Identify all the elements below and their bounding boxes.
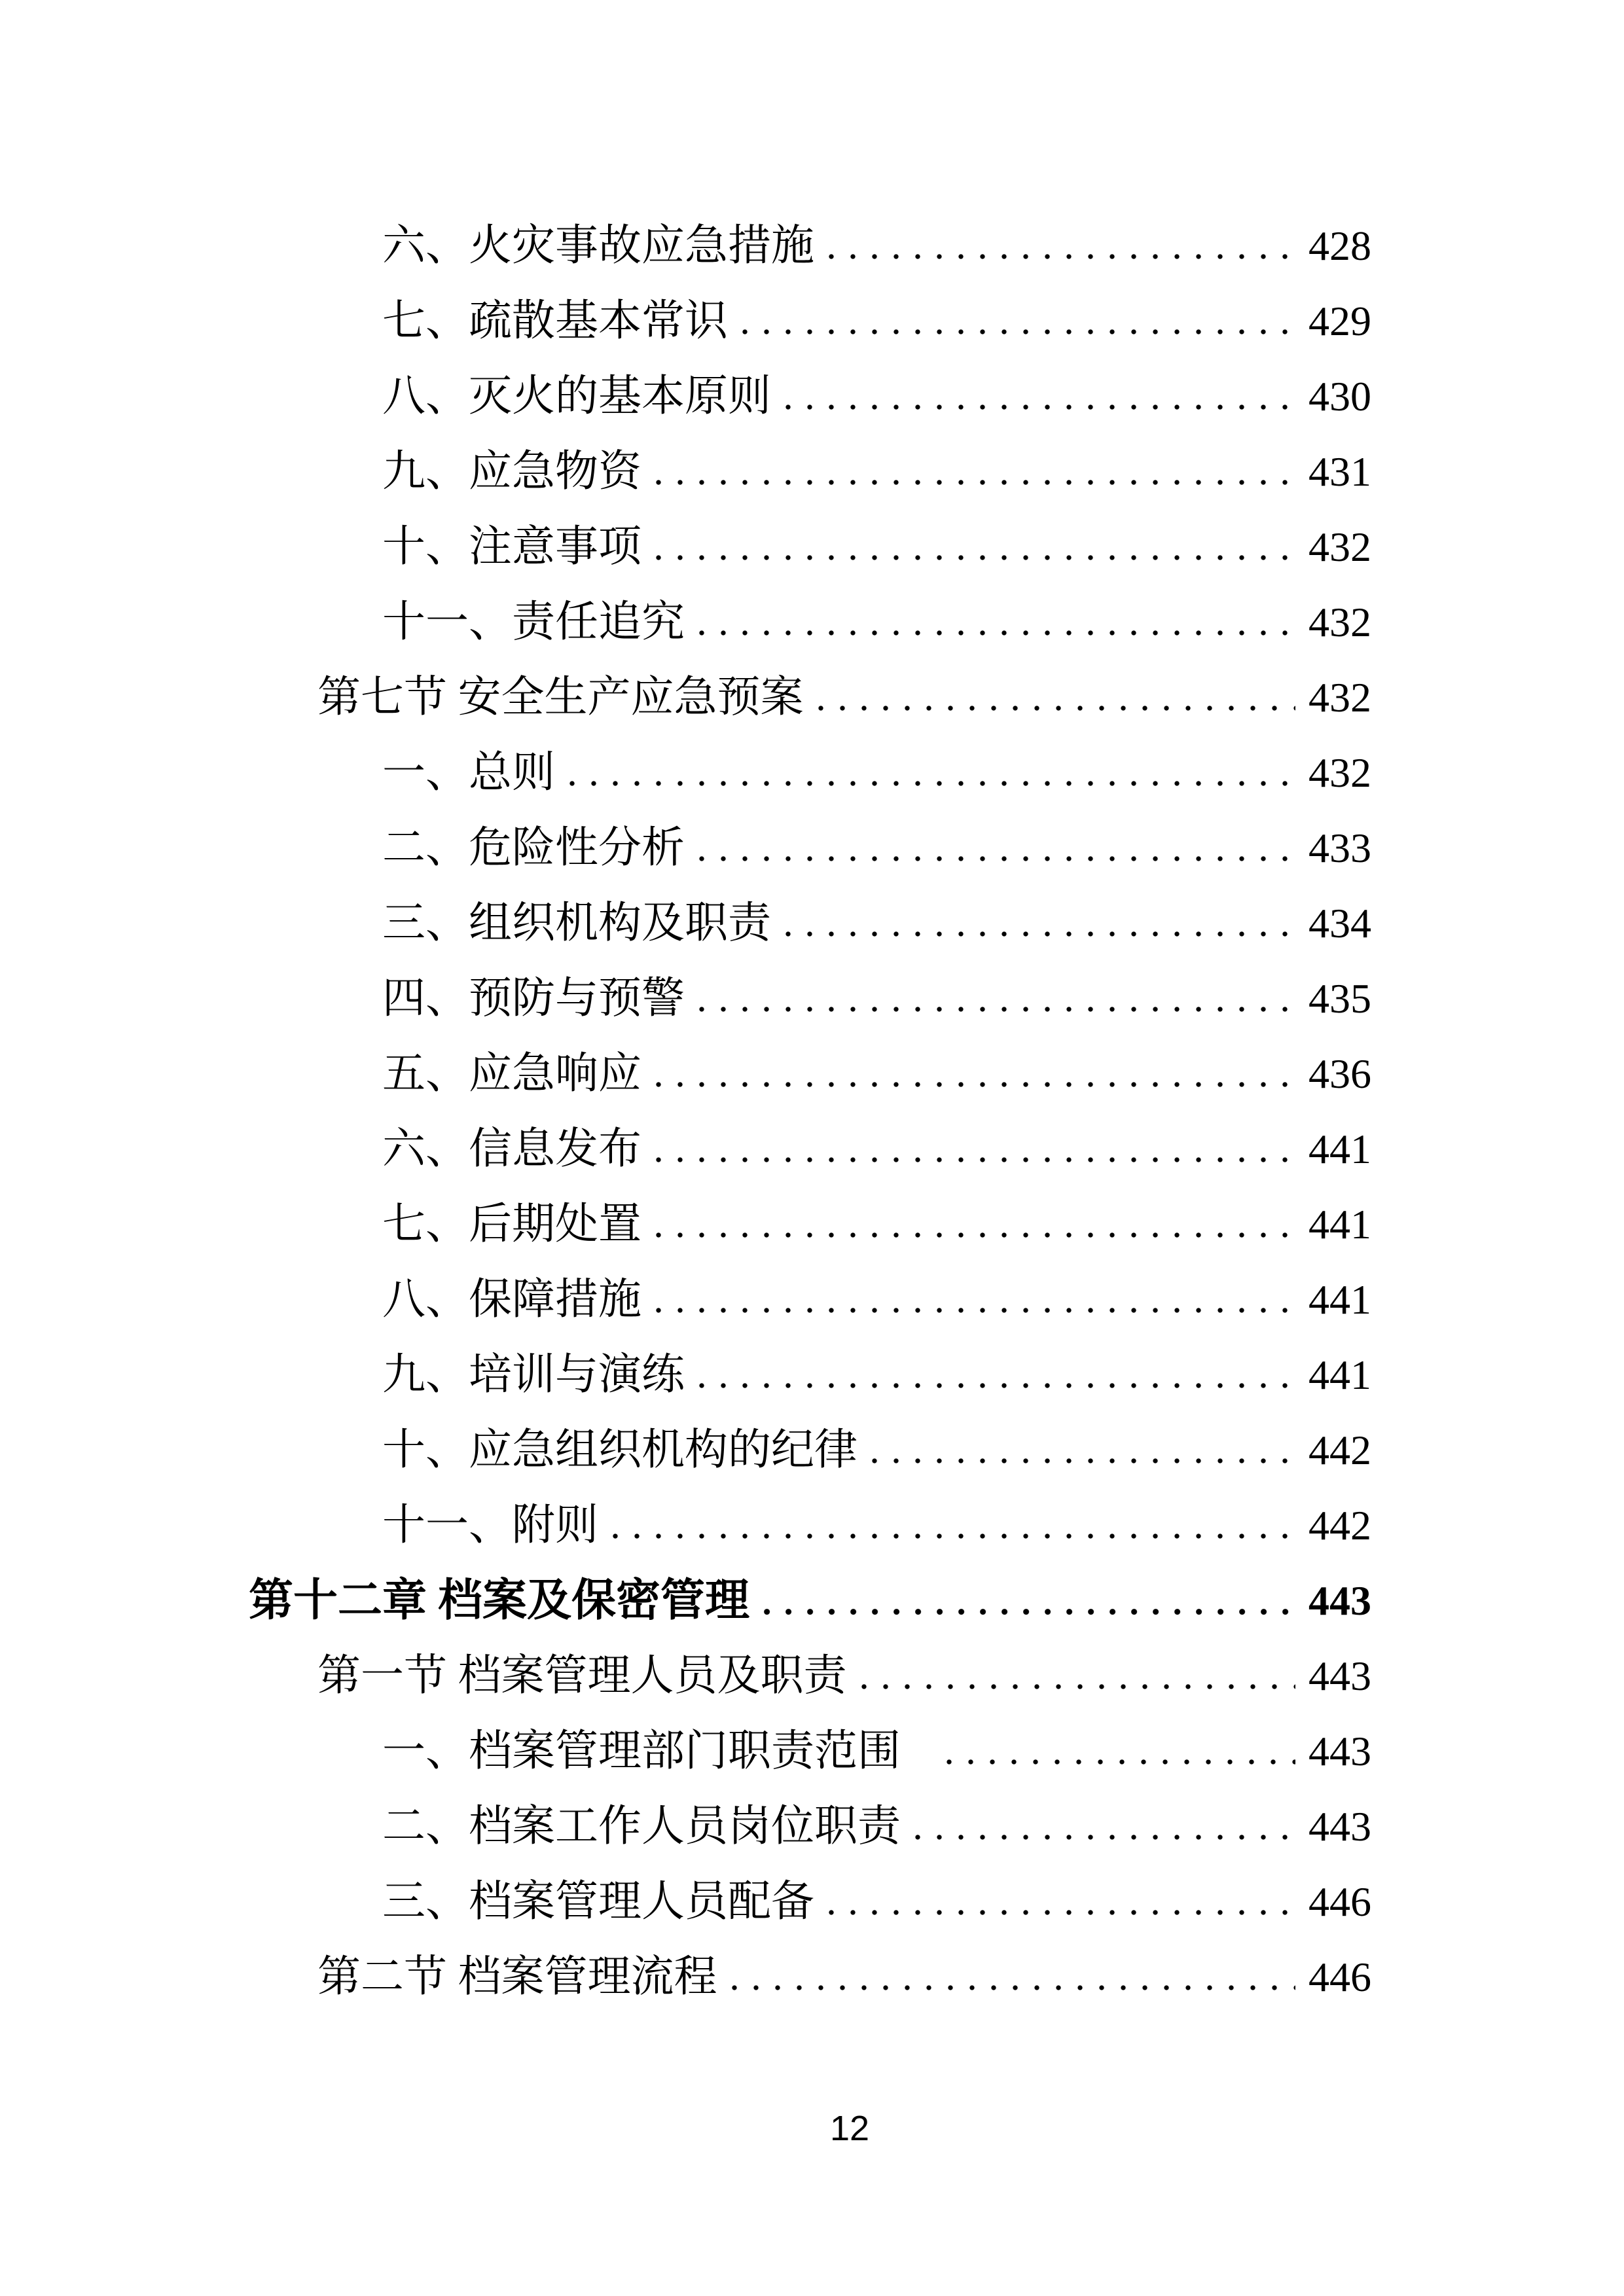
toc-entry-title: 八、灭火的基本原则 xyxy=(382,372,771,420)
toc-page-number: 441 xyxy=(1308,1201,1371,1247)
toc-page-number: 432 xyxy=(1308,674,1371,721)
toc-row xyxy=(249,810,1371,886)
toc-page-number: 432 xyxy=(1308,524,1371,570)
toc-row xyxy=(249,1337,1371,1412)
toc-page-number: 435 xyxy=(1308,975,1371,1022)
toc-entry-title: 八、保障措施 xyxy=(382,1276,641,1323)
toc-dot-leader xyxy=(563,735,1295,810)
toc-row xyxy=(249,208,1371,283)
toc-dot-leader xyxy=(736,283,1295,359)
toc-row xyxy=(249,283,1371,359)
toc-entry-title: 九、应急物资 xyxy=(382,448,641,495)
toc-dot-leader xyxy=(812,660,1296,735)
toc-page-number: 429 xyxy=(1308,298,1371,344)
toc-page-number: 430 xyxy=(1308,373,1371,420)
toc-row xyxy=(249,886,1371,961)
toc-dot-leader xyxy=(693,810,1295,886)
toc-page-number: 428 xyxy=(1308,223,1371,269)
toc-page-number: 434 xyxy=(1308,900,1371,946)
toc-dot-leader xyxy=(649,1111,1295,1187)
toc-dot-leader xyxy=(757,1563,1295,1638)
toc-dot-leader xyxy=(606,1488,1295,1563)
toc-entry-title: 七、疏散基本常识 xyxy=(382,297,728,345)
toc-page-number: 442 xyxy=(1308,1427,1371,1473)
toc-entry-title: 三、组织机构及职责 xyxy=(382,899,771,947)
toc-page-number: 432 xyxy=(1308,599,1371,645)
toc-row xyxy=(249,1111,1371,1187)
toc-page-number: 443 xyxy=(1308,1577,1371,1624)
toc-row xyxy=(249,584,1371,660)
toc-dot-leader xyxy=(649,434,1295,509)
toc-entry-title: 第十二章 档案及保密管理 xyxy=(249,1575,750,1625)
toc-row xyxy=(249,1939,1371,2015)
toc-dot-leader xyxy=(649,1036,1295,1111)
toc-entry-title: 第二节 档案管理流程 xyxy=(317,1953,717,2001)
toc-entry-title: 六、信息发布 xyxy=(382,1125,641,1173)
toc-row xyxy=(249,1488,1371,1563)
toc-page-number: 443 xyxy=(1308,1803,1371,1850)
toc-dot-leader xyxy=(822,1864,1295,1939)
toc-entry-title: 第一节 档案管理人员及职责 xyxy=(317,1652,847,1700)
toc-page-number: 441 xyxy=(1308,1352,1371,1398)
toc-dot-leader xyxy=(649,509,1295,584)
toc-row xyxy=(249,1713,1371,1789)
toc-dot-leader xyxy=(822,208,1295,283)
toc-row xyxy=(249,434,1371,509)
toc-entry-title: 一、总则 xyxy=(382,749,555,797)
toc-entry-title: 六、火灾事故应急措施 xyxy=(382,222,814,270)
toc-row xyxy=(249,1638,1371,1713)
toc-dot-leader xyxy=(649,1262,1295,1337)
toc-row xyxy=(249,1187,1371,1262)
toc-row xyxy=(249,509,1371,584)
toc-entry-title: 二、危险性分析 xyxy=(382,824,685,872)
toc-page-number: 436 xyxy=(1308,1050,1371,1097)
toc-page-number: 446 xyxy=(1308,1878,1371,1925)
toc-page-number: 432 xyxy=(1308,749,1371,796)
toc-dot-leader xyxy=(693,584,1295,660)
toc-dot-leader xyxy=(693,1337,1295,1412)
toc-dot-leader xyxy=(779,359,1295,434)
toc-row xyxy=(249,1036,1371,1111)
toc-row xyxy=(249,660,1371,735)
toc-dot-leader xyxy=(855,1638,1296,1713)
toc-row xyxy=(249,1864,1371,1939)
toc-dot-leader xyxy=(649,1187,1295,1262)
toc-entry-title: 二、档案工作人员岗位职责 xyxy=(382,1803,901,1850)
toc-row xyxy=(249,359,1371,434)
toc-entry-title: 十一、责任追究 xyxy=(382,598,685,646)
toc-dot-leader xyxy=(779,886,1295,961)
toc-dot-leader xyxy=(909,1789,1295,1864)
toc-entry-title: 三、档案管理人员配备 xyxy=(382,1878,814,1926)
toc-page-number: 442 xyxy=(1308,1502,1371,1549)
toc-dot-leader xyxy=(940,1713,1295,1789)
toc-row xyxy=(249,1412,1371,1488)
toc-dot-leader xyxy=(693,961,1295,1036)
toc-row xyxy=(249,1563,1371,1638)
toc-page-number: 443 xyxy=(1308,1653,1371,1699)
toc-entry-title: 十、应急组织机构的纪律 xyxy=(382,1426,857,1474)
toc-row xyxy=(249,961,1371,1036)
toc-row xyxy=(249,1789,1371,1864)
toc-page-number: 441 xyxy=(1308,1276,1371,1323)
toc-page-number: 446 xyxy=(1308,1954,1371,2000)
page-footer-number: 12 xyxy=(829,2109,870,2148)
toc-entry-title: 十一、附则 xyxy=(382,1501,598,1549)
toc-entry-title: 第七节 安全生产应急预案 xyxy=(317,673,804,721)
toc-page-number: 433 xyxy=(1308,825,1371,871)
toc-entry-title: 一、档案管理部门职责范围 xyxy=(382,1727,901,1775)
toc-entry-title: 十、注意事项 xyxy=(382,523,641,571)
toc-row xyxy=(249,1262,1371,1337)
toc-page-number: 443 xyxy=(1308,1728,1371,1774)
toc-entry-title: 七、后期处置 xyxy=(382,1200,641,1248)
toc-page-number: 431 xyxy=(1308,448,1371,495)
table-of-contents xyxy=(249,208,1371,2015)
toc-page-number: 441 xyxy=(1308,1126,1371,1172)
toc-dot-leader xyxy=(865,1412,1295,1488)
toc-entry-title: 五、应急响应 xyxy=(382,1050,641,1098)
toc-dot-leader xyxy=(725,1939,1296,2015)
toc-entry-title: 四、预防与预警 xyxy=(382,975,685,1022)
toc-entry-title: 九、培训与演练 xyxy=(382,1351,685,1399)
toc-row xyxy=(249,735,1371,810)
